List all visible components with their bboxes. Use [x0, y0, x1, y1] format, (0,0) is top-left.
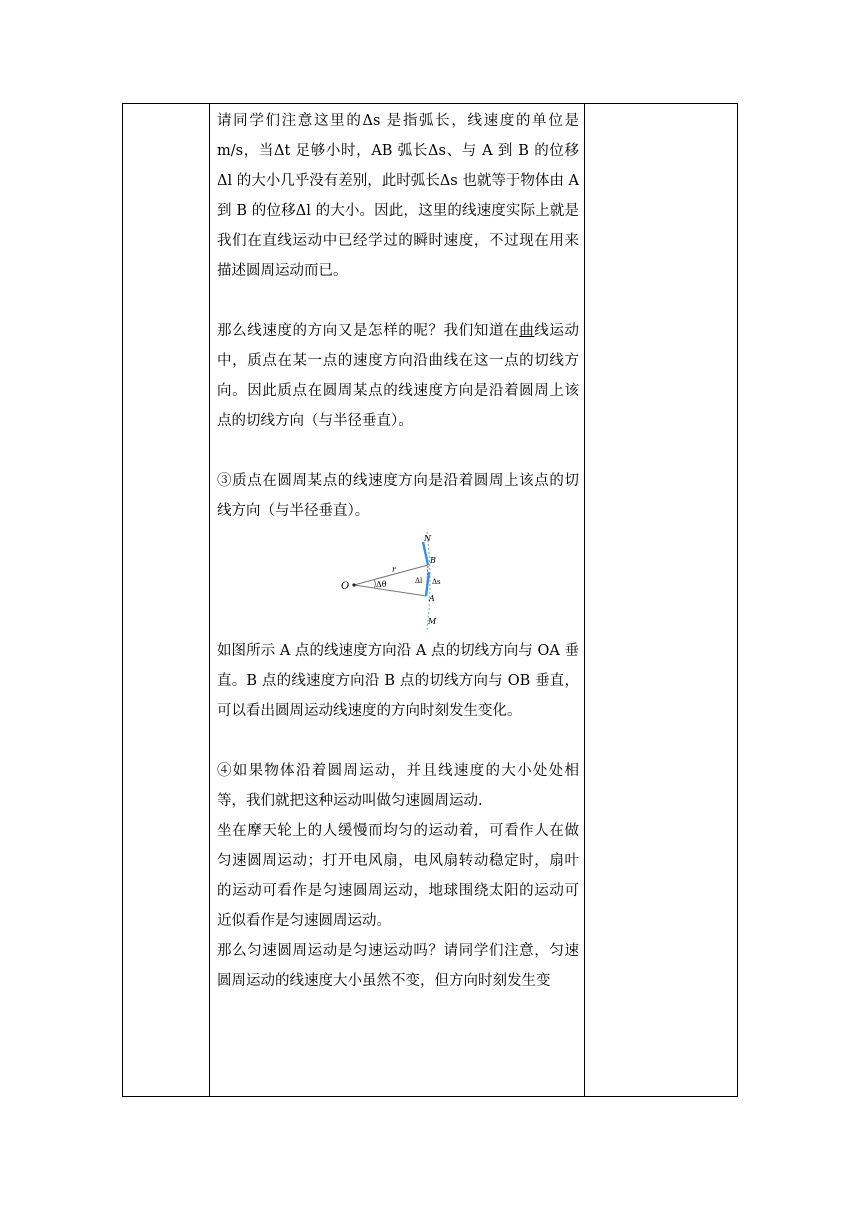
paragraph-examples: 坐在摩天轮上的人缓慢而均匀的运动着，可看作人在做匀速圆周运动；打开电风扇，电风扇转动稳定时，扇叶的运动可看作是匀速圆周运动，地球围绕太阳的运动可近似看作是匀速圆周运动。	[217, 823, 579, 929]
paragraph-figure-explanation: 如图所示 A 点的线速度方向沿 A 点的切线方向与 OA 垂直。B 点的线速度方向沿 B 点的切线方向与 OB 垂直，可以看出圆周运动线速度的方向时刻发生变化。	[217, 643, 579, 719]
teaching-content-cell	[217, 106, 579, 996]
label-O: O	[341, 581, 350, 592]
column-divider-2	[584, 104, 585, 1096]
diagram-svg	[217, 532, 579, 632]
label-N: N	[424, 534, 431, 543]
label-dtheta: Δθ	[376, 580, 387, 589]
label-dl: Δl	[415, 577, 423, 585]
center-point	[352, 583, 355, 586]
label-ds: Δs	[432, 578, 441, 586]
tangent-velocity-diagram	[217, 532, 579, 632]
label-A: A	[429, 594, 435, 603]
velocity-B-arrow	[423, 542, 428, 565]
paragraph-question: 那么匀速圆周运动是匀速运动吗？请同学们注意，匀速圆周运动的线速度大小虽然不变，但方向时刻发生变	[217, 943, 579, 989]
paragraph-velocity-direction: 那么线速度的方向又是怎样的呢？我们知道在曲线运动中，质点在某一点的速度方向沿曲线在这一点的切线方向。因此质点在圆周某点的线速度方向是沿着圆周上该点的切线方向（与半径垂直）。	[217, 323, 580, 429]
label-B: B	[430, 556, 436, 565]
label-M: M	[428, 617, 437, 626]
column-divider-1	[209, 104, 210, 1096]
radius-OA	[354, 585, 426, 596]
label-r: r	[392, 565, 396, 574]
point-four: ④如果物体沿着圆周运动，并且线速度的大小处处相等，我们就把这种运动叫做匀速圆周运动.	[217, 763, 579, 809]
velocity-A-arrow	[426, 572, 429, 596]
paragraph-arc-length: 请同学们注意这里的Δs 是指弧长，线速度的单位是 m/s，当Δt 足够小时，AB 弧长Δs、与 A 到 B 的位移Δl 的大小几乎没有差别，此时弧长Δs 也就等于物体由 A 到 B 的位移Δl 的大小。因此，这里的线速度实际上就是我们在直线运动中已经学过的瞬时速度，不过现在用来描述圆周运动而已。	[217, 113, 579, 279]
point-three: ③质点在圆周某点的线速度方向是沿着圆周上该点的切线方向（与半径垂直）。	[217, 473, 579, 519]
underlined-word: 曲	[519, 323, 535, 339]
